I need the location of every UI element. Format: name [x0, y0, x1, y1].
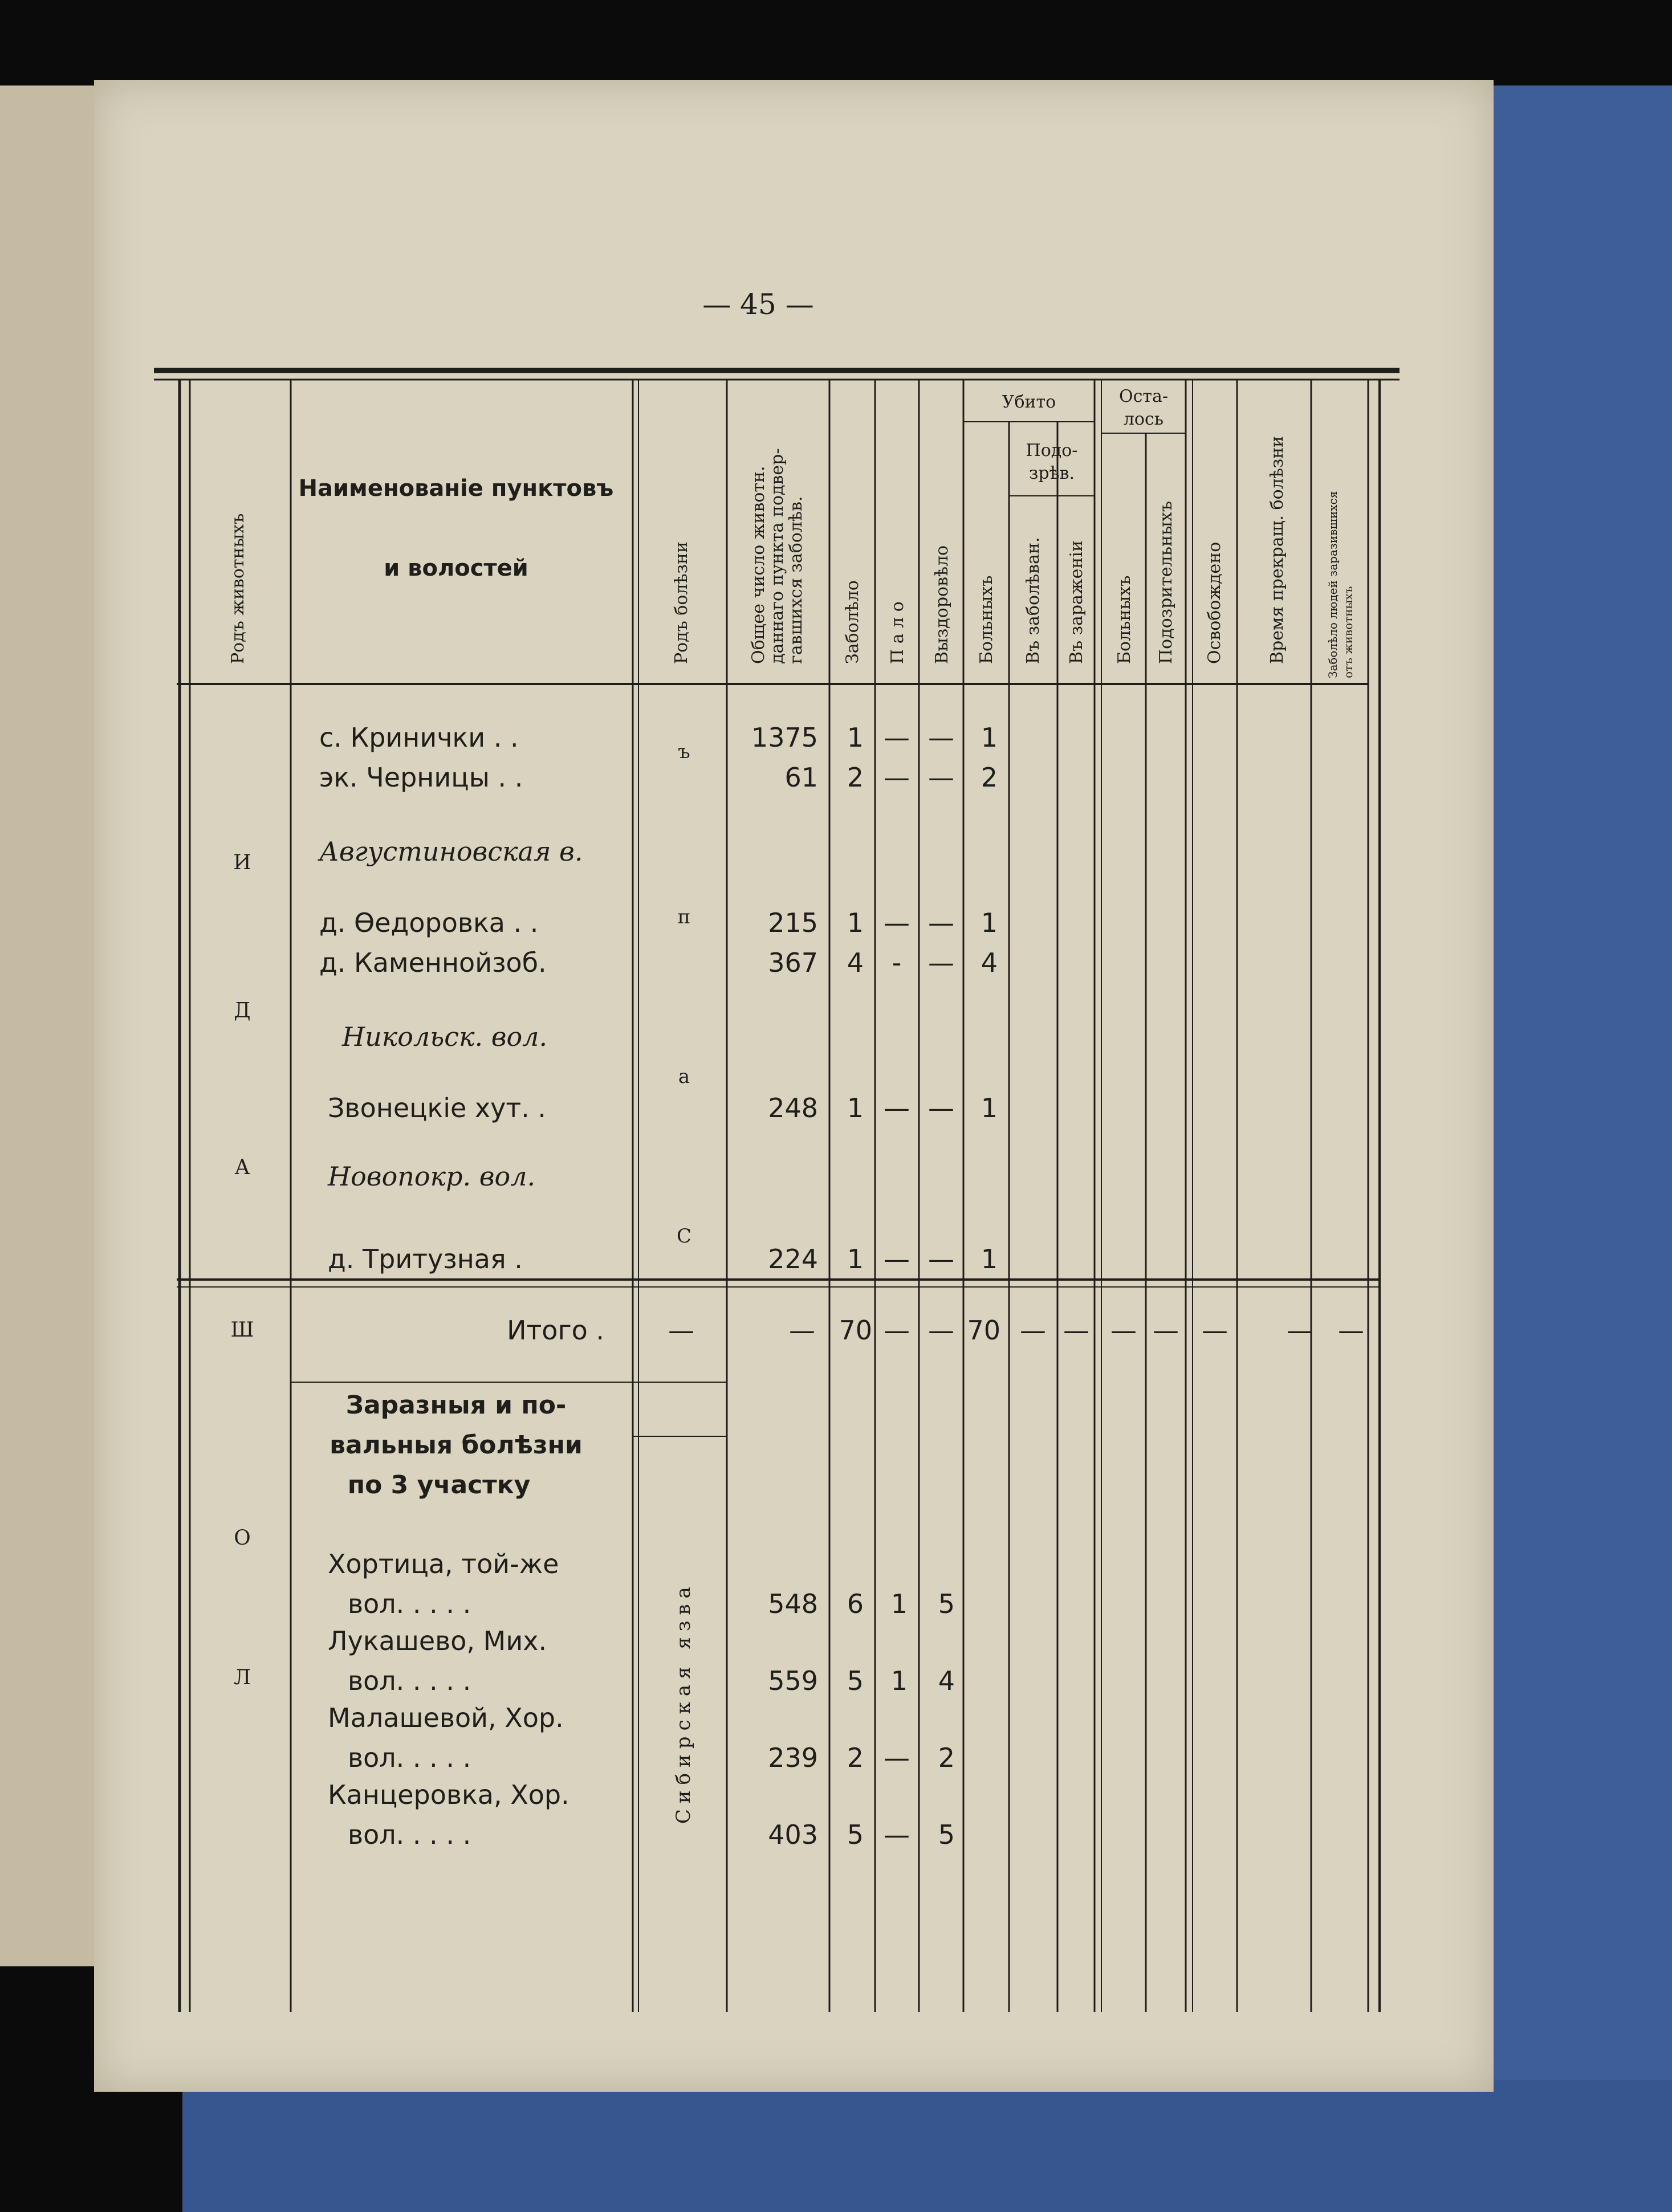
total-ill: 70: [839, 1315, 872, 1346]
header-remained-group-2: лось: [1123, 409, 1164, 429]
total-animals: —: [789, 1315, 815, 1346]
row-recovered: 4: [938, 1665, 955, 1696]
header-disease-kind: Родъ болѣзни: [672, 541, 691, 664]
row-total: 239: [768, 1742, 818, 1773]
row-ill: 5: [847, 1665, 864, 1696]
row-name: Канцеровка, Хор.: [328, 1779, 569, 1810]
row-died: —: [884, 1093, 910, 1123]
animal-letter: А: [234, 1156, 250, 1179]
header-recovered: Выздоровѣло: [932, 545, 952, 664]
row-killed: 1: [981, 907, 998, 938]
row-died: —: [884, 1244, 910, 1274]
row-ill: 1: [847, 907, 864, 938]
row-total: 224: [768, 1244, 818, 1274]
total-died: —: [884, 1315, 910, 1346]
header-total-animals-3: гавшихся заболѣв.: [786, 496, 806, 664]
animal-letter: Л: [233, 1666, 251, 1689]
header-fell-ill: Заболѣло: [843, 580, 863, 664]
district-heading: Новопокр. вол.: [328, 1161, 536, 1192]
row-died: —: [884, 907, 910, 938]
total-dash: —: [1287, 1315, 1313, 1346]
section-heading: вальныя болѣзни: [329, 1431, 583, 1460]
row-total: 548: [768, 1588, 818, 1619]
total-dash: —: [1110, 1315, 1137, 1346]
row-total: 367: [768, 947, 818, 978]
row-recovered: 5: [938, 1819, 955, 1850]
row-died: -: [892, 947, 902, 978]
row-killed: 1: [981, 722, 998, 753]
row-name: Лукашево, Мих.: [328, 1626, 547, 1656]
row-recovered: 2: [938, 1742, 955, 1773]
row-name: Звонецкіе хут. .: [328, 1093, 547, 1123]
row-died: —: [884, 1819, 910, 1850]
row-killed: 1: [981, 1244, 998, 1274]
header-killed-group: Убито: [1002, 392, 1056, 412]
disease-letter: ъ: [678, 740, 690, 763]
row-name: с. Кринички . .: [319, 722, 519, 753]
row-name: Малашевой, Хор.: [328, 1702, 564, 1733]
row-died: —: [884, 762, 910, 793]
disease-letter: С: [676, 1225, 692, 1248]
header-total-animals-1: Общее число животн.: [748, 466, 768, 664]
row-name: вол. . . . .: [348, 1665, 471, 1696]
disease-letter: п: [677, 906, 691, 928]
total-dash: —: [1153, 1315, 1179, 1346]
disease-siberian-plague: Сибирская язва: [672, 1581, 695, 1824]
total-dash: —: [1202, 1315, 1228, 1346]
row-recovered: —: [928, 947, 954, 978]
row-name: д. Тритузная .: [328, 1244, 523, 1274]
row-total: 248: [768, 1093, 818, 1123]
row-total: 1375: [751, 722, 818, 753]
header-people-infected-2: отъ животныхъ: [1341, 586, 1355, 678]
header-suspected-group-1: Подо-: [1026, 441, 1078, 461]
row-name: д. Каменнойзоб.: [319, 947, 547, 978]
total-dash: —: [1338, 1315, 1364, 1346]
row-ill: 2: [847, 1742, 864, 1773]
row-name: Хортица, той-же: [328, 1549, 559, 1579]
row-recovered: —: [928, 722, 954, 753]
header-people-infected-1: Заболѣло людей заразившихся: [1326, 491, 1340, 678]
row-ill: 2: [847, 762, 864, 793]
row-ill: 5: [847, 1819, 864, 1850]
header-released: Освобождено: [1205, 541, 1224, 664]
animal-letter: О: [234, 1526, 251, 1550]
row-total: 403: [768, 1819, 818, 1850]
row-recovered: 5: [938, 1588, 955, 1619]
row-died: 1: [890, 1588, 908, 1619]
section-heading: по 3 участку: [347, 1470, 531, 1500]
row-recovered: —: [928, 907, 954, 938]
row-total: 215: [768, 907, 818, 938]
header-suspected-disease: Въ заболѣван.: [1023, 537, 1043, 664]
row-name: вол. . . . .: [348, 1588, 471, 1619]
row-recovered: —: [928, 1093, 954, 1123]
header-suspected-infection: Въ зараженіи: [1067, 540, 1087, 664]
row-recovered: —: [928, 1244, 954, 1274]
row-killed: 2: [981, 762, 998, 793]
header-died: П а л о: [888, 601, 908, 664]
total-dash: —: [1063, 1315, 1089, 1346]
disease-letter: а: [678, 1065, 690, 1088]
header-remained-sick: Больныхъ: [1114, 575, 1134, 664]
row-ill: 6: [847, 1588, 864, 1619]
total-recovered: —: [928, 1315, 954, 1346]
row-ill: 1: [847, 1244, 864, 1274]
header-remained-suspected: Подозрительныхъ: [1156, 501, 1176, 664]
header-end-time: Время прекращ. болѣзни: [1267, 435, 1287, 664]
header-killed-sick: Больныхъ: [977, 575, 996, 664]
total-disease: —: [668, 1315, 694, 1346]
animal-letter: И: [233, 851, 251, 874]
row-died: —: [884, 1742, 910, 1773]
row-died: 1: [890, 1665, 908, 1696]
district-heading: Августиновская в.: [319, 836, 583, 867]
row-total: 61: [784, 762, 818, 793]
row-ill: 1: [847, 1093, 864, 1123]
page-number: — 45 —: [702, 288, 814, 321]
row-total: 559: [768, 1665, 818, 1696]
header-total-animals-2: даннаго пункта подвер-: [767, 448, 787, 664]
animal-letter: Ш: [230, 1318, 254, 1342]
header-remained-group-1: Оста-: [1118, 386, 1169, 406]
total-killed: 70: [967, 1315, 1000, 1346]
animal-letter: Д: [234, 999, 251, 1023]
row-ill: 1: [847, 722, 864, 753]
district-heading: Никольск. вол.: [342, 1021, 548, 1052]
header-animal-kind: Родъ животныхъ: [228, 513, 248, 664]
row-name: эк. Черницы . .: [319, 762, 523, 793]
row-name: вол. . . . .: [348, 1819, 471, 1850]
row-killed: 4: [981, 947, 998, 978]
header-suspected-group-2: зрѣв.: [1028, 463, 1075, 483]
row-killed: 1: [981, 1093, 998, 1123]
header-place-name-2: и волостей: [384, 555, 528, 581]
row-name: вол. . . . .: [348, 1742, 471, 1773]
total-label: Итого .: [507, 1315, 604, 1346]
row-recovered: —: [928, 762, 954, 793]
row-name: д. Өедоровка . .: [319, 907, 539, 938]
header-place-name-1: Наименованіе пунктовъ: [298, 475, 614, 502]
total-dash: —: [1020, 1315, 1046, 1346]
section-heading: Заразныя и по-: [345, 1391, 567, 1420]
row-ill: 4: [847, 947, 864, 978]
row-died: —: [884, 722, 910, 753]
